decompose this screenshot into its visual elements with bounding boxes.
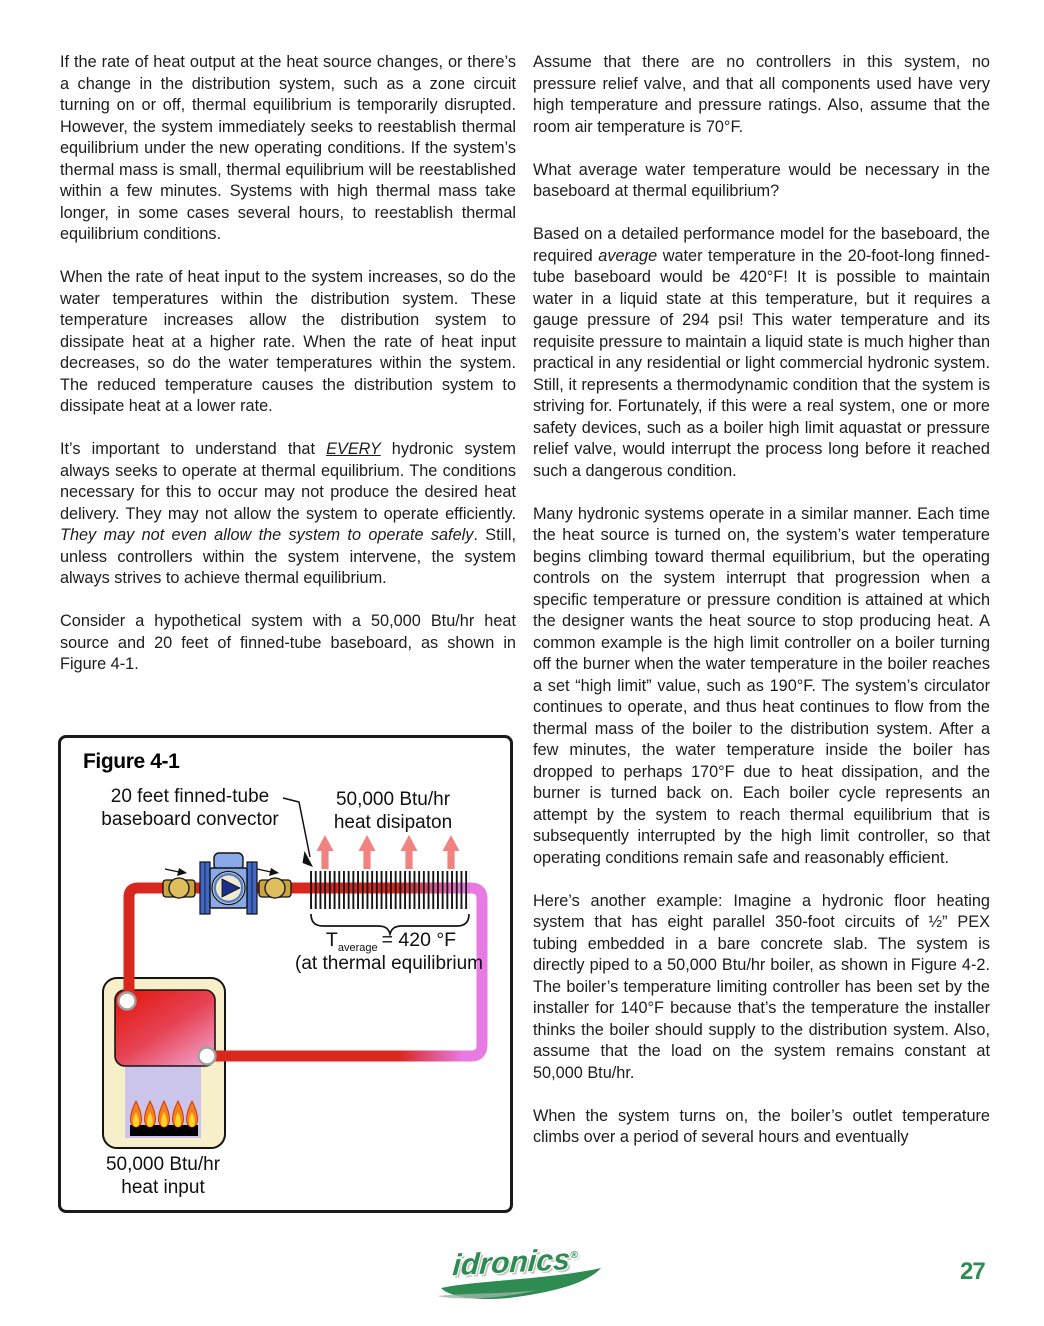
t-average-label	[301, 929, 481, 954]
figure-4-1	[58, 735, 513, 1213]
t-symbol: T	[325, 929, 338, 951]
paragraph: Many hydronic systems operate in a similar manner. Each time the heat source is turned on, the system’s water temperature begins climbing toward thermal equilibrium, but the operating controls on the system interrupt that progression when a specific temperature or pressure condition is attained at which the designer wants the heat source to stop producing heat. A common example is the high limit controller on a boiler turning off the burner when the water temperature in the boiler reaches a set “high limit” value, such as 190°F. The system’s circulator continues to operate, and thus heat continues to flow from the thermal mass of the boiler to the distribution system. After a few minutes, the water temperature inside the boiler has dropped to perhaps 170°F due to heat dissipation, and the burner is turned back on. Each boiler cycle represents an attempt by the system to reach thermal equilibrium that is subsequently interrupted by the high limit controller, so that operating conditions remain safe and reasonably efficient.	[533, 504, 990, 867]
heat-input-label	[93, 1153, 233, 1199]
circulator-pump-icon	[163, 853, 291, 914]
flow-arrow-icon	[165, 869, 179, 872]
heat-dissipation-label	[313, 788, 473, 834]
ball-valve-body	[265, 878, 285, 898]
label-line: 50,000 Btu/hr	[335, 789, 451, 810]
paragraph: Consider a hypothetical system with a 50,000 Btu/hr heat source and 20 feet of finned-tube baseboard, as shown in Figure 4-1.	[60, 612, 516, 673]
paragraph	[60, 439, 516, 590]
label-line: heat input	[121, 1177, 205, 1198]
flow-arrow-head	[177, 868, 187, 876]
flow-arrow-head	[269, 868, 279, 876]
paragraph: When the system turns on, the boiler’s outlet temperature climbs over a period of several hours and eventually	[533, 1106, 990, 1146]
label-line: 50,000 Btu/hr	[105, 1154, 221, 1175]
label-pointer-arrowhead	[303, 851, 314, 867]
text-segment: hydronic system always seeks to operate at thermal equilibrium. The conditions necessary for this to occur may not produce the desired heat delivery. They may not allow the system to operate efficiently.	[60, 440, 516, 523]
text-segment: Based on a detailed performance model for the baseboard, the required	[533, 225, 990, 265]
equilibrium-note: (at thermal equilibrium	[295, 953, 483, 974]
logo-text: idronics®	[451, 1243, 579, 1283]
label-line: baseboard convector	[101, 809, 279, 830]
convector-label	[75, 785, 305, 831]
boiler-inlet-port	[119, 993, 136, 1010]
text-segment: It’s important to understand that	[60, 440, 327, 458]
left-column	[60, 52, 516, 697]
idronics-logo	[437, 1243, 607, 1304]
paragraph: What average water temperature would be necessary in the baseboard at thermal equilibrium?	[533, 160, 990, 200]
italic-text: average	[598, 246, 658, 265]
text-segment: . Still, unless controllers within the system intervene, the system always strives to achieve thermal equilibrium.	[60, 526, 516, 587]
registered-mark: ®	[569, 1249, 579, 1262]
paragraph: When the rate of heat input to the system increases, so do the water temperatures within the distribution system. These temperature increases allow the distribution system to dissipate heat at a higher rate. When the rate of heat input decreases, so do the water temperatures within the system. The reduced temperature causes the distribution system to dissipate heat at a lower rate.	[60, 268, 516, 415]
paragraph: Assume that there are no controllers in this system, no pressure relief valve, and that all components used have very high temperature and pressure ratings. Also, assume that the room air temperature is 70°F.	[533, 53, 990, 136]
flow-arrow-icon	[257, 869, 271, 872]
ball-valve-body	[169, 878, 189, 898]
t-subscript: average	[337, 941, 378, 954]
text-segment: water temperature in the 20-foot-long finned-tube baseboard would be 420°F! It is possible to maintain water in a liquid state at this temperature, but it requires a gauge pressure of 294 psi! This water temperature and its requisite pressure to maintain a liquid state is much higher than practical in any residential or light commercial hydronic system. Still, it represents a thermodynamic condition that the system is striving for. Fortunately, if this were a real system, one or more safety devices, such as a boiler high limit aquastat or pressure relief valve, would interrupt the process long before it reached such a dangerous condition.	[533, 246, 991, 480]
right-column	[533, 52, 990, 1170]
paragraph	[533, 224, 990, 482]
paragraph: If the rate of heat output at the heat source changes, or there’s a change in the distribution system, such as a zone circuit turning on or off, thermal equilibrium is temporarily disrupted. However, the system immediately seeks to reestablish thermal equilibrium under the new operating conditions. If the system’s thermal mass is small, thermal equilibrium will be reestablished within a few minutes. Systems with high thermal mass take longer, in some cases several hours, to reestablish thermal equilibrium conditions.	[60, 53, 516, 243]
label-line: 20 feet finned-tube	[110, 786, 270, 807]
figure-title: Figure 4-1	[83, 750, 180, 773]
paragraph: Here’s another example: Imagine a hydronic floor heating system that has eight parallel 350-foot circuits of ½” PEX tubing embedded in a bare concrete slab. The system is directly piped to a 50,000 Btu/hr boiler, as shown in Figure 4-2. The boiler’s temperature limiting controller has been set by the installer for 140°F because that’s the temperature the installer thinks the boiler should supply to the distribution system. Also, assume that the load on the system remains constant at 50,000 Btu/hr.	[533, 891, 990, 1082]
italic-text: They may not even allow the system to operate safely	[60, 526, 474, 544]
label-line: heat disipaton	[333, 812, 453, 833]
finned-tube-baseboard	[310, 871, 470, 909]
emphasized-text: EVERY	[326, 440, 381, 458]
page-number: 27	[960, 1258, 985, 1285]
boiler-outlet-port	[199, 1048, 216, 1065]
heat-arrows-icon	[317, 835, 460, 869]
t-value: = 420 °F	[381, 929, 457, 951]
